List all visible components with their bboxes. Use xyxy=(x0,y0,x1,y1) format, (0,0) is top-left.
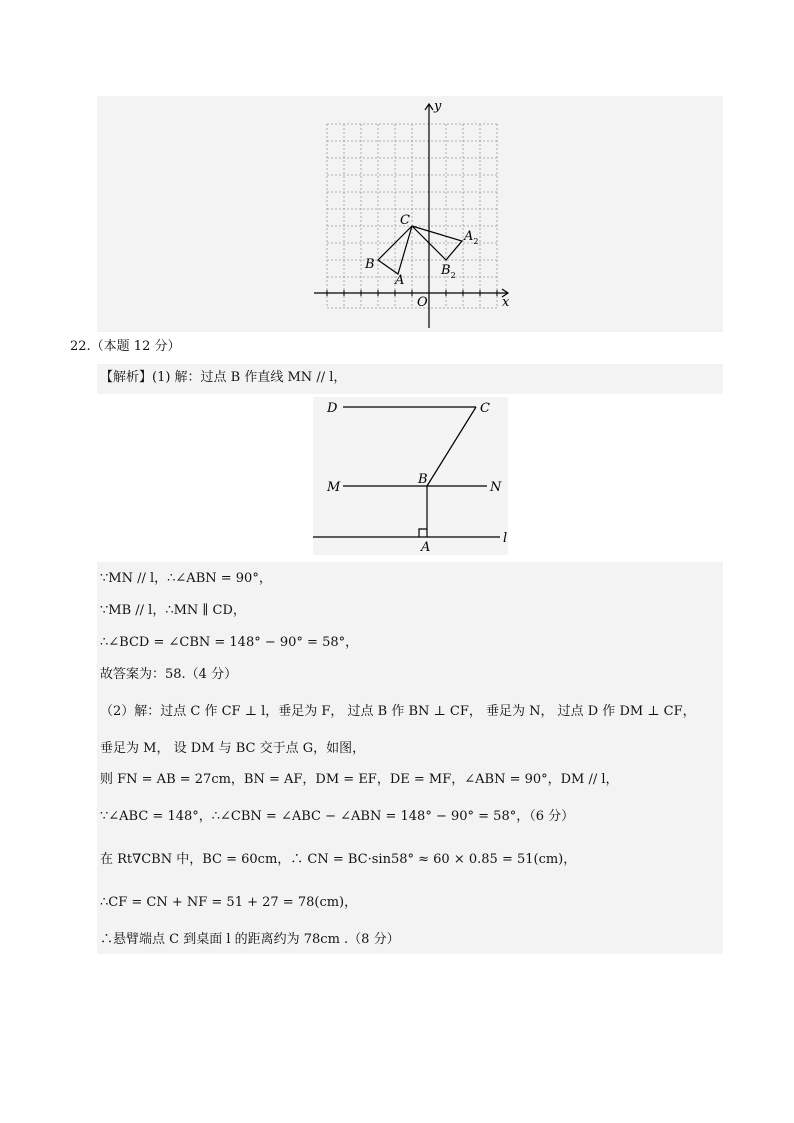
point-C-label: C xyxy=(480,401,490,416)
part1-line3: ∴∠BCD = ∠CBN = 148° − 90° = 58°， xyxy=(100,635,359,650)
point-B-label: B xyxy=(418,472,428,487)
part2-line1: （2）解：过点 C 作 CF ⊥ l，垂足为 F， 过点 B 作 BN ⊥ CF， 垂足为 N， 过点 D 作 DM ⊥ CF， xyxy=(100,704,696,719)
part2-line6: ∴CF = CN + NF = 51 + 27 = 78(cm)， xyxy=(100,895,358,910)
part1-answer: 故答案为：58.（4 分） xyxy=(100,667,238,682)
line-l-label: l xyxy=(503,531,508,546)
point-M-label: M xyxy=(327,480,341,495)
part2-line2: 垂足为 M， 设 DM 与 BC 交于点 G，如图， xyxy=(100,741,366,756)
coordinate-grid-figure xyxy=(310,96,520,332)
part1-line1: ∵MN // l，∴∠ABN = 90°， xyxy=(100,571,272,586)
lamp-arm-figure xyxy=(313,397,508,555)
question-header: 22.（本题 12 分） xyxy=(70,339,181,354)
part2-line5: 在 Rt∇CBN 中，BC = 60cm，∴ CN = BC·sin58° ≈ 60 × 0.85 = 51(cm)， xyxy=(100,852,577,867)
grid-lines xyxy=(327,124,497,308)
point-N-label: N xyxy=(490,480,502,495)
part1-intro: 【解析】(1) 解：过点 B 作直线 MN // l， xyxy=(100,370,347,385)
origin-label: O xyxy=(417,295,428,310)
part2-line3: 则 FN = AB = 27cm，BN = AF，DM = EF，DE = MF，∠ABN = 90°，DM // l， xyxy=(100,772,619,787)
part1-line2: ∵MB // l，∴MN ∥ CD， xyxy=(100,603,246,618)
axes xyxy=(314,104,508,328)
part2-line7: ∴悬臂端点 C 到桌面 l 的距离约为 78cm .（8 分） xyxy=(100,932,400,947)
y-axis-label: y xyxy=(434,99,442,114)
point-A-label: A xyxy=(395,273,405,288)
x-axis-label: x xyxy=(502,295,510,310)
point-D-label: D xyxy=(327,401,338,416)
point-B-label: B xyxy=(365,257,375,272)
point-A-label: A xyxy=(421,540,431,555)
point-B2-label: $B_2$ xyxy=(441,263,456,280)
point-A2-label: $A_2$ xyxy=(464,229,479,246)
point-C-label: C xyxy=(400,213,410,228)
part2-line4: ∵∠ABC = 148°，∴∠CBN = ∠ABC − ∠ABN = 148° − 90° = 58°，（6 分） xyxy=(100,809,575,824)
